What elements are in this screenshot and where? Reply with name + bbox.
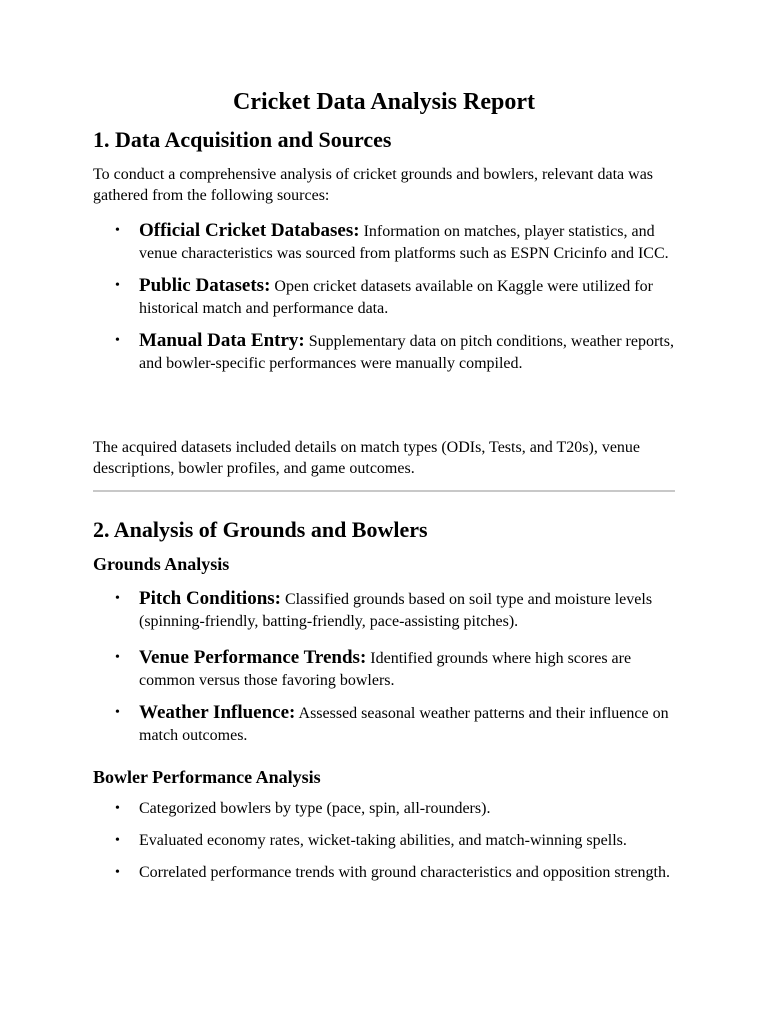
item-text: Assessed seasonal weather patterns and their influence on match outcomes. <box>139 705 669 744</box>
bowlers-heading: Bowler Performance Analysis <box>93 767 321 787</box>
section1-intro: To conduct a comprehensive analysis of cricket grounds and bowlers, relevant data was gathered from the following sources: <box>93 166 654 204</box>
list-item <box>93 702 675 747</box>
sources-list <box>93 220 675 375</box>
item-text: Classified grounds based on soil type and moisture levels (spinning-friendly, batting-friendly, pace-assisting pitches). <box>139 591 653 630</box>
item-label: Venue Performance Trends: <box>139 647 367 668</box>
item-label: Manual Data Entry: <box>139 330 305 351</box>
section-divider <box>93 490 675 492</box>
list-item <box>93 220 675 265</box>
list-item: • Evaluated economy rates, wicket-taking abilities, and match-winning spells. <box>93 830 675 852</box>
list-item <box>93 647 675 692</box>
list-item <box>93 330 675 375</box>
grounds-list <box>93 588 675 747</box>
section1-outro: The acquired datasets included details on match types (ODIs, Tests, and T20s), venue descriptions, bowler profiles, and game outcomes. <box>93 439 641 477</box>
list-item: • Categorized bowlers by type (pace, spin, all-rounders). <box>93 798 675 820</box>
item-label: Public Datasets: <box>139 275 271 296</box>
item-label: Pitch Conditions: <box>139 588 281 609</box>
bowlers-list <box>93 798 675 884</box>
item-text: Open cricket datasets available on Kaggle were utilized for historical match and performance data. <box>139 278 653 317</box>
item-text: Identified grounds where high scores are common versus those favoring bowlers. <box>139 650 632 689</box>
item-text: Supplementary data on pitch conditions, weather reports, and bowler-specific performances were manually compiled. <box>139 333 674 372</box>
item-text: Information on matches, player statistics, and venue characteristics was sourced from platforms such as ESPN Cricinfo and ICC. <box>139 223 669 262</box>
list-item <box>93 275 675 320</box>
grounds-heading: Grounds Analysis <box>93 554 230 574</box>
report-title: Cricket Data Analysis Report <box>233 89 535 115</box>
item-label: Weather Influence: <box>139 702 296 723</box>
item-label: Official Cricket Databases: <box>139 220 360 241</box>
list-item: • Correlated performance trends with ground characteristics and opposition strength. <box>93 862 675 884</box>
section2-heading: 2. Analysis of Grounds and Bowlers <box>93 517 428 542</box>
section1-heading: 1. Data Acquisition and Sources <box>93 127 392 152</box>
list-item <box>93 588 675 633</box>
